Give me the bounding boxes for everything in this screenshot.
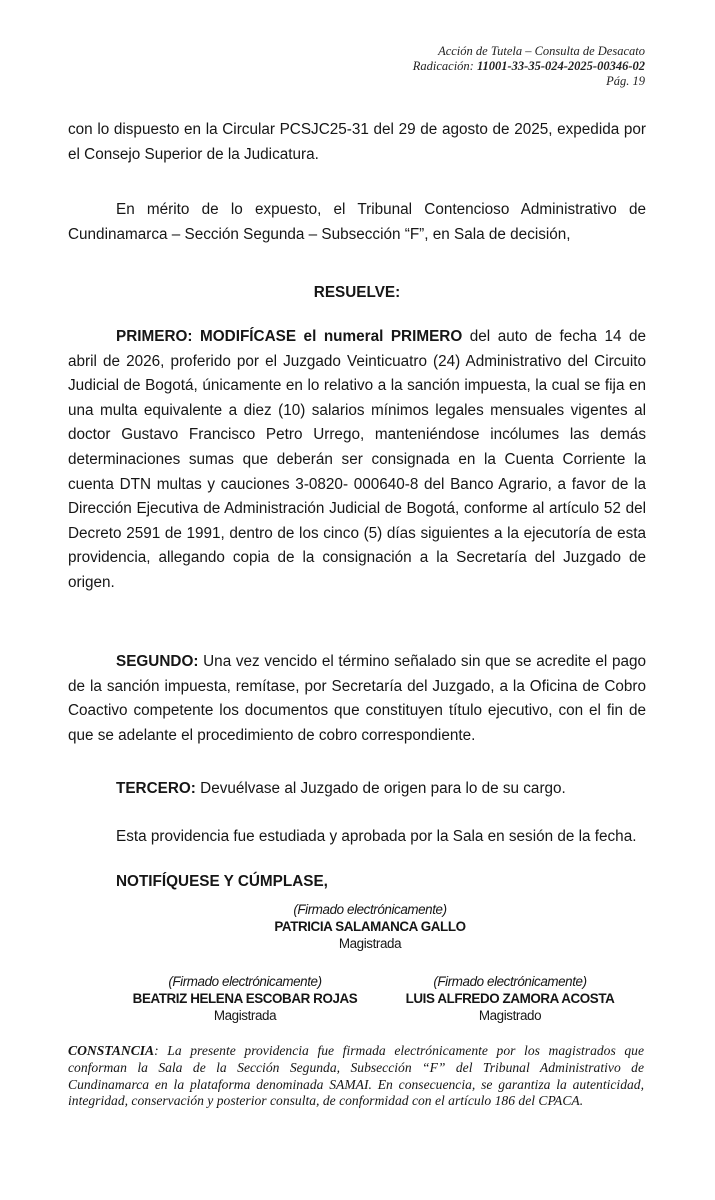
header-page-number: Pág. 19 xyxy=(606,74,645,88)
primero-label: PRIMERO: xyxy=(116,328,193,345)
paragraph-primero xyxy=(68,325,646,596)
header-case-type: Acción de Tutela – Consulta de Desacato xyxy=(438,44,645,58)
resuelve-heading: RESUELVE: xyxy=(313,284,401,301)
tercero-label: TERCERO: xyxy=(116,780,196,797)
signature-2-status: (Firmado electrónicamente) xyxy=(168,974,322,989)
paragraph-merito: En mérito de lo expuesto, el Tribunal Contencioso Administrativo de Cundinamarca – Sección Segunda – Subsección “F”, en Sala de decisión, xyxy=(68,201,646,243)
header-radicacion-label: Radicación: xyxy=(412,59,474,73)
signature-1-role: Magistrada xyxy=(338,936,402,951)
signature-block-3 xyxy=(380,973,640,1024)
signature-block-2 xyxy=(98,973,392,1024)
header-radicacion xyxy=(413,59,645,74)
constancia-text: : La presente providencia fue firmada electrónicamente por los magistrados que conforman la Sala de la Sección Segunda, Subsección “F” del Tribunal Administrativo de Cundinamarca en la plataforma denominada SAMAI. En consecuencia, se garantiza la autenticidad, integridad, conservación y posterior consulta, de conformidad con el artículo 186 del CPACA. xyxy=(68,1043,644,1109)
page-header xyxy=(413,44,645,89)
constancia-label: CONSTANCIA xyxy=(68,1043,155,1058)
segundo-label: SEGUNDO: xyxy=(116,653,199,670)
tercero-text: Devuélvase al Juzgado de origen para lo de su cargo. xyxy=(195,780,566,797)
signature-block-1 xyxy=(225,901,515,952)
header-radicacion-number: 11001-33-35-024-2025-00346-02 xyxy=(476,59,645,73)
signature-3-role: Magistrado xyxy=(478,1008,542,1023)
signature-3-status: (Firmado electrónicamente) xyxy=(433,974,587,989)
paragraph-tercero xyxy=(68,777,646,802)
paragraph-segundo xyxy=(68,650,646,748)
primero-text: del auto de fecha 14 de abril de 2026, proferido por el Juzgado Veinticuatro (24) Administrativo del Circuito Judicial de Bogotá, únicamente en lo relativo a la sanción impuesta, la cual se fija en una multa equivalente a diez (10) salarios mínimos legales mensuales vigentes al doctor Gustavo Francisco Petro Urrego, manteniéndose incólumes las demás determinaciones sumas que deberán ser consignada en la Cuenta Corriente la cuenta DTN multas y cauciones 3-0820- 000640-8 del Banco Agrario, a favor de la Dirección Ejecutiva de Administración Judicial de Bogotá, conforme al artículo 52 del Decreto 2591 de 1991, dentro de los cinco (5) días siguientes a la ejecutoría de esta providencia, allegando copia de la consignación a la Secretaría del Juzgado de origen. xyxy=(68,328,646,591)
constancia-note xyxy=(68,1043,644,1110)
primero-bold-text: MODIFÍCASE el numeral PRIMERO xyxy=(200,328,463,345)
signature-1-name: PATRICIA SALAMANCA GALLO xyxy=(274,919,466,934)
notifiquese-heading: NOTIFÍQUESE Y CÚMPLASE, xyxy=(116,873,328,890)
paragraph-estudiada: Esta providencia fue estudiada y aprobada por la Sala en sesión de la fecha. xyxy=(116,828,637,845)
signature-1-status: (Firmado electrónicamente) xyxy=(293,902,447,917)
signature-2-role: Magistrada xyxy=(213,1008,277,1023)
segundo-text: Una vez vencido el término señalado sin que se acredite el pago de la sanción impuesta, remítase, por Secretaría del Juzgado, a la Oficina de Cobro Coactivo competente los documentos que constituyen título ejecutivo, con el fin de que se adelante el procedimiento de cobro correspondiente. xyxy=(68,653,646,744)
signature-3-name: LUIS ALFREDO ZAMORA ACOSTA xyxy=(405,991,615,1006)
signature-2-name: BEATRIZ HELENA ESCOBAR ROJAS xyxy=(132,991,358,1006)
paragraph-circular: con lo dispuesto en la Circular PCSJC25-31 del 29 de agosto de 2025, expedida por el Consejo Superior de la Judicatura. xyxy=(68,121,646,163)
